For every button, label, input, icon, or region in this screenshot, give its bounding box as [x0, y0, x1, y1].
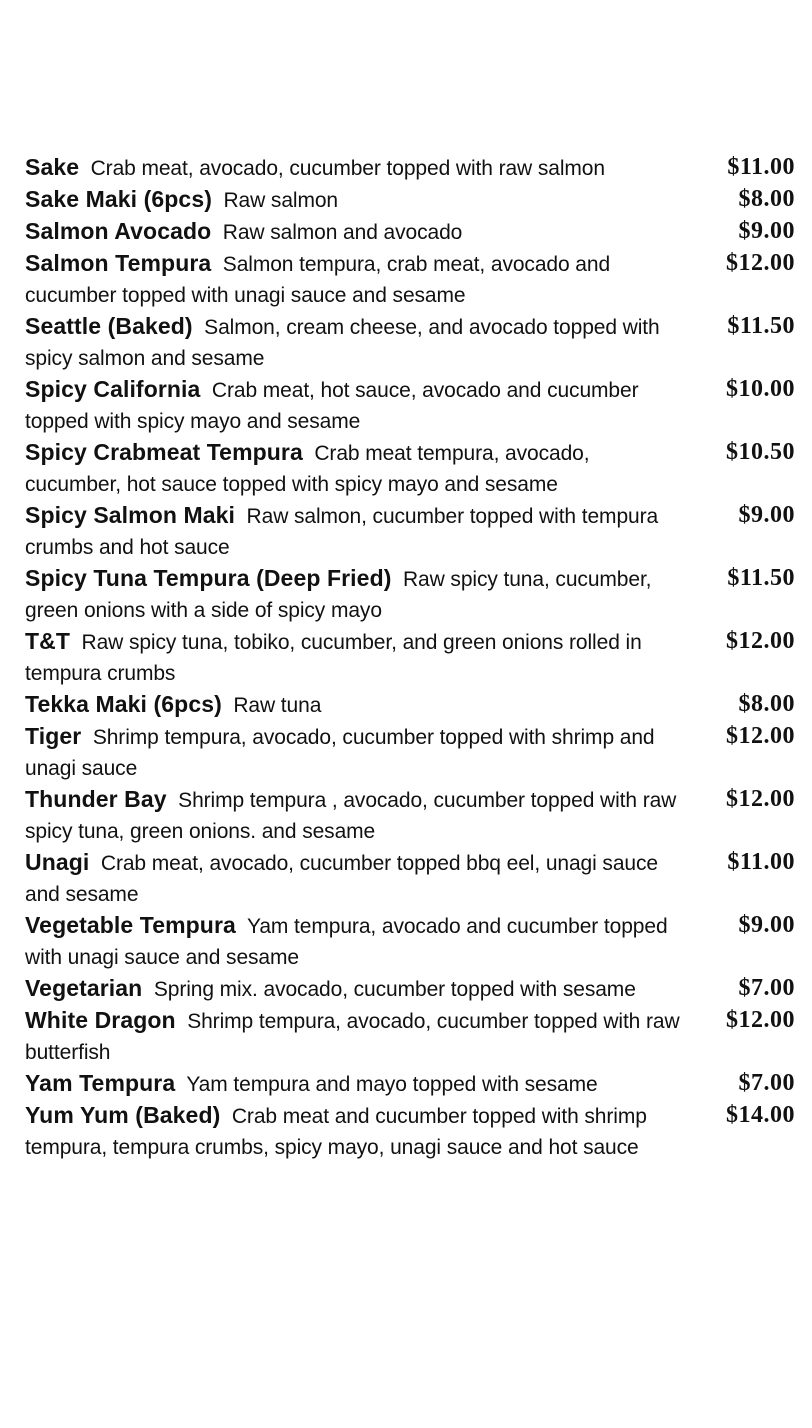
menu-item-text — [25, 1068, 685, 1100]
menu-item-description: Raw salmon, cucumber topped with tempura crumbs and hot sauce — [25, 505, 659, 559]
menu-item-price: $9.00 — [738, 218, 795, 244]
menu-item — [25, 437, 795, 500]
menu-item — [25, 626, 795, 689]
menu-item-name: Vegetarian — [25, 975, 143, 1001]
menu-list — [25, 152, 795, 1163]
menu-item-name: Unagi — [25, 849, 90, 875]
menu-item — [25, 1068, 795, 1100]
menu-item — [25, 721, 795, 784]
menu-item-name: Spicy Crabmeat Tempura — [25, 439, 303, 465]
menu-item-description: Shrimp tempura , avocado, cucumber topped with raw spicy tuna, green onions. and sesame — [25, 789, 677, 843]
menu-item-text — [25, 311, 685, 374]
menu-item-text — [25, 216, 685, 248]
menu-item — [25, 500, 795, 563]
menu-item-price: $8.00 — [738, 691, 795, 717]
menu-item-description: Shrimp tempura, avocado, cucumber topped with raw butterfish — [25, 1010, 680, 1064]
menu-item-text — [25, 689, 685, 721]
menu-item-name: Spicy Tuna Tempura (Deep Fried) — [25, 565, 392, 591]
menu-item — [25, 847, 795, 910]
menu-item — [25, 374, 795, 437]
menu-item — [25, 1100, 795, 1163]
menu-item-description: Crab meat and cucumber topped with shrimp tempura, tempura crumbs, spicy mayo, unagi sauce and hot sauce — [25, 1105, 647, 1159]
menu-item-name: Spicy California — [25, 376, 201, 402]
menu-item-name: Yam Tempura — [25, 1070, 176, 1096]
menu-item-description: Raw spicy tuna, cucumber, green onions with a side of spicy mayo — [25, 568, 652, 622]
menu-item-name: White Dragon — [25, 1007, 176, 1033]
menu-item — [25, 248, 795, 311]
menu-item-price: $12.00 — [726, 628, 795, 654]
menu-item-text — [25, 374, 685, 437]
menu-item-text — [25, 437, 685, 500]
menu-item-name: Yum Yum (Baked) — [25, 1102, 221, 1128]
menu-item — [25, 784, 795, 847]
menu-item-text — [25, 910, 685, 973]
menu-item — [25, 910, 795, 973]
menu-item-text — [25, 500, 685, 563]
menu-item-text — [25, 626, 685, 689]
menu-item-description: Shrimp tempura, avocado, cucumber topped with shrimp and unagi sauce — [25, 726, 655, 780]
menu-item-description: Raw tuna — [233, 694, 322, 717]
menu-item-price: $14.00 — [726, 1102, 795, 1128]
menu-item-price: $11.50 — [727, 565, 795, 591]
menu-item-text — [25, 184, 685, 216]
menu-item-description: Salmon, cream cheese, and avocado topped with spicy salmon and sesame — [25, 316, 660, 370]
menu-item-price: $11.50 — [727, 313, 795, 339]
menu-item-name: Seattle (Baked) — [25, 313, 193, 339]
menu-item-text — [25, 721, 685, 784]
menu-item-price: $10.00 — [726, 376, 795, 402]
menu-item — [25, 563, 795, 626]
menu-item — [25, 1005, 795, 1068]
menu-item-price: $9.00 — [738, 912, 795, 938]
menu-item — [25, 311, 795, 374]
menu-item-name: Sake Maki (6pcs) — [25, 186, 212, 212]
menu-item-name: Tekka Maki (6pcs) — [25, 691, 222, 717]
menu-item-description: Raw salmon — [223, 189, 339, 212]
menu-item-price: $12.00 — [726, 250, 795, 276]
menu-item-name: Salmon Avocado — [25, 218, 212, 244]
menu-item-name: Thunder Bay — [25, 786, 167, 812]
menu-item-name: Vegetable Tempura — [25, 912, 236, 938]
menu-item-text — [25, 973, 685, 1005]
menu-item-text — [25, 1100, 685, 1163]
menu-item-description: Raw spicy tuna, tobiko, cucumber, and green onions rolled in tempura crumbs — [25, 631, 642, 685]
menu-item-name: Sake — [25, 154, 80, 180]
menu-item-description: Yam tempura and mayo topped with sesame — [186, 1073, 598, 1096]
menu-item-price: $10.50 — [726, 439, 795, 465]
menu-item-name: T&T — [25, 628, 71, 654]
menu-item-price: $12.00 — [726, 786, 795, 812]
menu-item-description: Raw salmon and avocado — [222, 221, 463, 244]
menu-item-price: $7.00 — [738, 1070, 795, 1096]
menu-item — [25, 216, 795, 248]
menu-item-description: Yam tempura, avocado and cucumber topped with unagi sauce and sesame — [25, 915, 668, 969]
menu-item-price: $9.00 — [738, 502, 795, 528]
menu-item-price: $11.00 — [727, 849, 795, 875]
menu-item-name: Tiger — [25, 723, 82, 749]
menu-item-description: Crab meat tempura, avocado, cucumber, hot sauce topped with spicy mayo and sesame — [25, 442, 590, 496]
menu-item-description: Crab meat, hot sauce, avocado and cucumber topped with spicy mayo and sesame — [25, 379, 639, 433]
menu-item-price: $11.00 — [727, 154, 795, 180]
menu-item — [25, 689, 795, 721]
menu-item-text — [25, 563, 685, 626]
menu-item-price: $7.00 — [738, 975, 795, 1001]
menu-item — [25, 973, 795, 1005]
menu-item-description: Crab meat, avocado, cucumber topped with raw salmon — [90, 157, 605, 180]
menu-item-price: $8.00 — [738, 186, 795, 212]
menu-item-text — [25, 1005, 685, 1068]
menu-item — [25, 184, 795, 216]
menu-item-description: Salmon tempura, crab meat, avocado and cucumber topped with unagi sauce and sesame — [25, 253, 611, 307]
menu-item — [25, 152, 795, 184]
menu-item-text — [25, 847, 685, 910]
menu-item-text — [25, 784, 685, 847]
menu-item-price: $12.00 — [726, 723, 795, 749]
menu-item-price: $12.00 — [726, 1007, 795, 1033]
menu-item-description: Crab meat, avocado, cucumber topped bbq eel, unagi sauce and sesame — [25, 852, 658, 906]
menu-item-name: Salmon Tempura — [25, 250, 212, 276]
menu-item-text — [25, 152, 685, 184]
menu-item-description: Spring mix. avocado, cucumber topped with sesame — [153, 978, 636, 1001]
menu-item-text — [25, 248, 685, 311]
menu-item-name: Spicy Salmon Maki — [25, 502, 236, 528]
